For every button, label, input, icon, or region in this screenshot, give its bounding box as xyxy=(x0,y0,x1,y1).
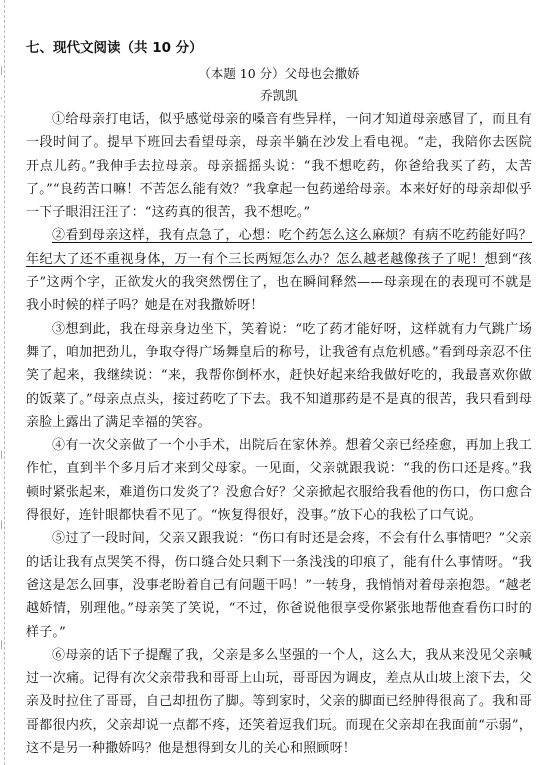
article-author: 乔凯凯 xyxy=(260,88,298,103)
paragraph-4: ④有一次父亲做了一个小手术，出院后在家休养。想着父亲已经痊愈，再加上我工作忙，直到半个多月后才来到父母家。一见面，父亲就跟我说：“我的伤口还是疼。”我顿时紧张起来，难道伤口发炎了？没愈合好？父亲掀起衣服给我看他的伤口，伤口愈合得很好，连针眼都快看不见了。“恢复得很好，没事。”放下心的我松了口气说。 xyxy=(26,438,532,524)
section-heading: 七、现代文阅读（共 10 分） xyxy=(26,40,203,56)
binding-mark: | xyxy=(0,640,3,649)
article-title: （本题 10 分）父母也会撒娇 xyxy=(198,66,360,81)
binding-mark: | xyxy=(0,450,3,459)
binding-mark: | xyxy=(0,66,3,75)
paragraph-3: ③想到此，我在母亲身边坐下，笑着说：“吃了药才能好呀，这样就有力气跳广场舞了，咱加把劲儿，争取夺得广场舞皇后的称号，让我爸有点危机感。”看到母亲忍不住笑了起来，我继续说：“来，我帮你倒杯水，赶快好起来给我做好吃的，我最喜欢你做的饭菜了。”母亲点点头，接过药吃了下去。我不知道那药是不是真的很苦，我只看到母亲脸上露出了满足幸福的笑容。 xyxy=(26,321,532,430)
paragraph-1: ①给母亲打电话，似乎感觉母亲的嗓音有些异样，一问才知道母亲感冒了，而且有一段时间了。提早下班回去看望母亲，母亲半躺在沙发上看电视。“走，我陪你去医院开点儿药。”我伸手去拉母亲。母亲摇摇头说：“我不想吃药，你爸给我买了药，太苦了。”“良药苦口嘛！不苦怎么能有效？”我拿起一包药递给母亲。本来好好的母亲却似乎一下子眼泪汪汪了：“这药真的很苦，我不想吃。” xyxy=(26,112,532,221)
paragraph-2 xyxy=(26,224,532,317)
paragraph-6: ⑥母亲的话下子提醒了我，父亲是多么坚强的一个人，这么大，我从来没见父亲喊过一次痛。记得有次父亲带我和哥哥上山玩，哥哥因为调皮，差点从山坡上滚下去，父亲及时拉住了哥哥，自己却扭伤了脚。等到家时，父亲的脚面已经肿得很高了。我和哥哥都很内疚，父亲却说一点都不疼，还笑着逗我们玩。而现在父亲却在我面前“示弱”，这不是另一种撒娇吗？他是想得到女儿的关心和照顾呀！ xyxy=(26,647,532,757)
paragraph-2-rest: 想到“孩子”这两个字，正欲发火的我突然愣住了，也在瞬间释然——母亲现在的表现可不就是我小时候的样子吗？她是在对我撒娇呀！ xyxy=(26,251,532,314)
binding-mark: · xyxy=(0,112,3,121)
paragraph-5: ⑤过了一段时间，父亲又跟我说：“伤口有时还是会疼，不会有什么事情吧？”父亲的话让我有点哭笑不得，伤口缝合处只剩下一条浅浅的印痕了，能有什么事情呀。“我爸这是怎么回事，没事老盼着自己有问题干吗！”一转身，我悄悄对着母亲抱怨。“越老越娇情，别理他。”母亲笑了笑说，“不过，你爸说他很享受你紧张地帮他查看伤口时的样子。” xyxy=(26,531,532,640)
binding-mark: · xyxy=(0,94,3,103)
binding-mark: | xyxy=(0,520,3,529)
underlined-sentence: ②看到母亲这样，我有点急了，心想：吃个药怎么这么麻烦？有病不吃药能好吗？年纪大了还不重视身体，万一有个三长两短怎么办？怎么越老越像孩子了呢！ xyxy=(26,228,532,267)
exam-page xyxy=(26,38,532,760)
